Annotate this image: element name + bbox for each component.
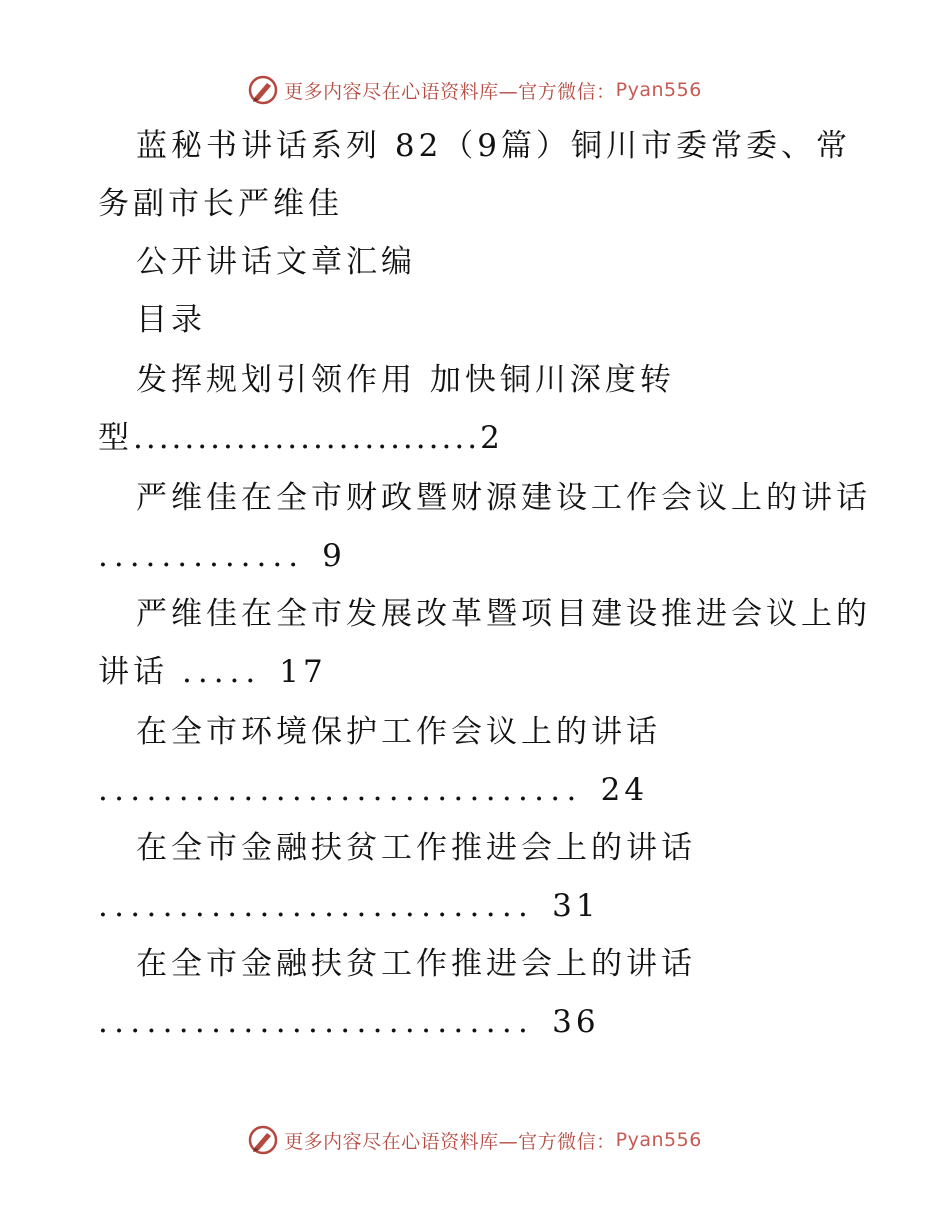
pen-logo-icon: [248, 1125, 278, 1155]
dot-leader: .....: [182, 654, 262, 690]
dot-leader: .............: [98, 538, 305, 574]
toc-entry-leader[interactable]: [98, 652, 327, 692]
pen-logo-icon: [248, 75, 278, 105]
dot-leader: ...........................: [98, 1004, 535, 1040]
toc-entry-title[interactable]: 在全市金融扶贫工作推进会上的讲话: [136, 830, 696, 866]
toc-page-number: 31: [552, 888, 600, 924]
toc-entry-leader[interactable]: [98, 770, 648, 810]
toc-page-number: 17: [279, 654, 327, 690]
toc-entry-title[interactable]: 发挥规划引领作用 加快铜川深度转: [136, 362, 675, 398]
toc-entry-leader[interactable]: [98, 418, 504, 458]
toc-page-number: 9: [322, 538, 346, 574]
footer-watermark-banner: [0, 1120, 950, 1160]
document-title-line-2: 务副市长严维佳: [98, 186, 343, 222]
dot-leader: ...........................: [98, 888, 535, 924]
toc-page-number: 36: [552, 1004, 600, 1040]
toc-page-number: 24: [600, 772, 649, 808]
header-watermark-banner: [0, 70, 950, 110]
toc-entry-title[interactable]: 严维佳在全市发展改革暨项目建设推进会议上的: [136, 596, 871, 632]
banner-text: 更多内容尽在心语资料库—官方微信：: [284, 80, 616, 103]
toc-entry-title-cont: 型: [98, 420, 133, 456]
dot-leader: ..............................: [98, 772, 583, 808]
toc-entry-leader[interactable]: [98, 886, 600, 926]
banner-wechat-id: Pyan556: [615, 1129, 702, 1151]
document-title-line-1: 蓝秘书讲话系列 82（9篇）铜川市委常委、常: [136, 128, 852, 164]
toc-heading: 目录: [136, 302, 206, 338]
banner-wechat-id: Pyan556: [615, 79, 702, 101]
toc-entry-title[interactable]: 严维佳在全市财政暨财源建设工作会议上的讲话: [136, 480, 871, 516]
dot-leader: ...........................: [133, 420, 481, 456]
toc-entry-title-cont: 讲话: [98, 654, 168, 690]
toc-entry-leader[interactable]: [98, 536, 346, 576]
toc-entry-leader[interactable]: [98, 1002, 600, 1042]
toc-entry-title[interactable]: 在全市环境保护工作会议上的讲话: [136, 714, 661, 750]
toc-page-number: 2: [480, 420, 504, 456]
banner-text: 更多内容尽在心语资料库—官方微信：: [284, 1130, 616, 1153]
toc-entry-title[interactable]: 在全市金融扶贫工作推进会上的讲话: [136, 946, 696, 982]
document-subtitle: 公开讲话文章汇编: [136, 244, 416, 280]
